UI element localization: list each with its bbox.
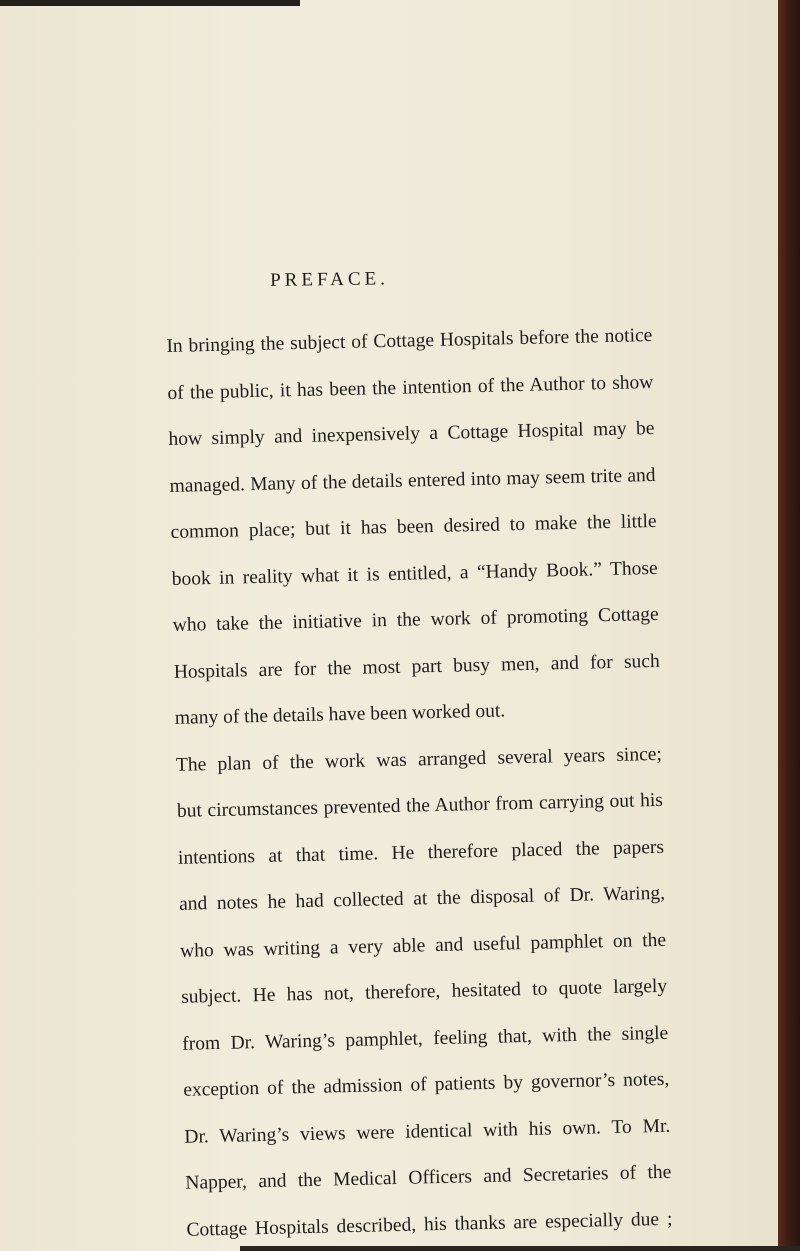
text-line: who take the initiative in the work of promoting Cottage <box>172 603 659 636</box>
text-line: managed. Many of the details entered into may seem trite and <box>169 464 656 497</box>
text-line: many of the details have been worked out. <box>174 700 506 729</box>
text-line: and notes he had collected at the disposal of Dr. Waring, <box>178 882 666 915</box>
text-line: Cottage Hospitals described, his thanks are especially due ; <box>186 1208 673 1241</box>
text-line: subject. He has not, therefore, hesitated to quote largely <box>180 975 668 1008</box>
text-line: from Dr. Waring’s pamphlet, feeling that, with the single <box>182 1022 669 1055</box>
paragraph-1 <box>166 316 661 745</box>
text-line: Hospitals are for the most part busy men, and for such <box>173 650 660 683</box>
text-line: The plan of the work was arranged several years since; <box>175 743 663 776</box>
text-line: Dr. Waring’s views were identical with his own. To Mr. <box>184 1115 671 1148</box>
text-line: who was writing a very able and useful pamphlet on the <box>179 929 667 962</box>
page-top-edge <box>0 0 300 6</box>
text-line: but circumstances prevented the Author from carrying out his <box>176 789 664 822</box>
page-heading: PREFACE. <box>270 268 390 291</box>
text-line: of the public, it has been the intention of the Author to show <box>167 371 654 404</box>
text-line: how simply and inexpensively a Cottage Hospital may be <box>168 417 655 450</box>
paragraph-2 <box>175 734 672 1251</box>
text-line: book in reality what it is entitled, a “Handy Book.” Those <box>171 557 658 590</box>
text-line: common place; but it has been desired to make the little <box>170 510 657 543</box>
text-line: intentions at that time. He therefore placed the papers <box>177 836 665 869</box>
book-binding-edge <box>778 0 800 1251</box>
preface-body <box>166 316 673 1251</box>
text-line: Napper, and the Medical Officers and Secretaries of the <box>185 1161 672 1194</box>
text-line: exception of the admission of patients by governor’s notes, <box>183 1068 670 1101</box>
text-line: In bringing the subject of Cottage Hospitals before the notice <box>166 324 653 357</box>
